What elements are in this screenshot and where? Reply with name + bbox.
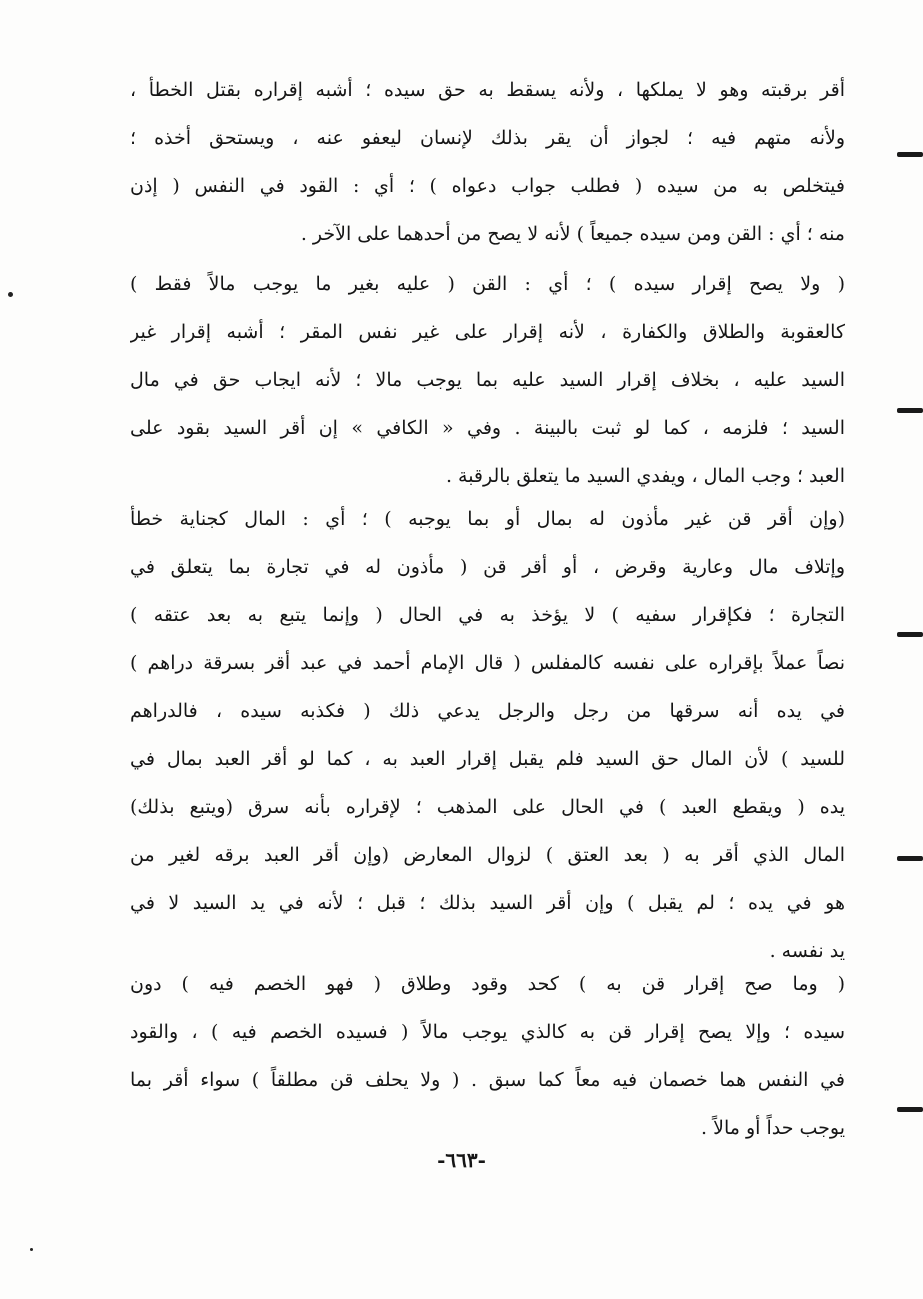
text-line: للسيد ) لأن المال حق السيد فلم يقبل إقرار العبد به ، كما لو أقر العبد بمال في: [130, 748, 845, 770]
margin-mark: [897, 632, 923, 637]
text-line: السيد عليه ، بخلاف إقرار السيد عليه بما يوجب مالا ؛ لأنه ايجاب حق في مال: [130, 369, 845, 391]
text-line: في النفس هما خصمان فيه معاً كما سبق . ( ولا يحلف قن مطلقاً ) سواء أقر بما: [130, 1069, 845, 1091]
paragraph-4: [130, 960, 845, 1152]
paragraph-2: [130, 260, 845, 500]
page-number: -٦٦٣-: [437, 1148, 486, 1172]
text-line: وإتلاف مال وعارية وقرض ، أو أقر قن ( مأذون له في تجارة بما يتعلق في: [130, 556, 845, 578]
scan-speck: [30, 1248, 33, 1251]
margin-mark: [897, 856, 923, 861]
text-line: فيتخلص به من سيده ( فطلب جواب دعواه ) ؛ أي : القود في النفس ( إذن: [130, 175, 845, 197]
margin-mark: [897, 408, 923, 413]
text-line: ولأنه متهم فيه ؛ لجواز أن يقر بذلك لإنسان ليعفو عنه ، ويستحق أخذه ؛: [130, 127, 845, 149]
text-line: ( وما صح إقرار قن به ) كحد وقود وطلاق ( فهو الخصم فيه ) دون: [130, 973, 845, 995]
text-line: نصاً عملاً بإقراره على نفسه كالمفلس ( قال الإمام أحمد في عبد أقر بسرقة دراهم ): [130, 652, 845, 674]
paragraph-3: [130, 495, 845, 975]
margin-mark: [897, 1107, 923, 1112]
text-line: في يده أنه سرقها من رجل والرجل يدعي ذلك ( فكذبه سيده ، فالدراهم: [130, 700, 845, 722]
text-line: يوجب حداً أو مالاً .: [701, 1117, 845, 1139]
text-line: أقر برقبته وهو لا يملكها ، ولأنه يسقط به حق سيده ؛ أشبه إقراره بقتل الخطأ ،: [130, 79, 845, 101]
text-line: يده ( ويقطع العبد ) في الحال على المذهب ؛ لإقراره بأنه سرق (ويتبع بذلك): [130, 796, 845, 818]
paragraph-1: [130, 66, 845, 258]
scan-speck: [8, 292, 13, 297]
text-line: التجارة ؛ فكإقرار سفيه ) لا يؤخذ به في الحال ( وإنما يتبع به بعد عتقه ): [130, 604, 845, 626]
text-line: يد نفسه .: [769, 940, 845, 962]
text-line: العبد ؛ وجب المال ، ويفدي السيد ما يتعلق بالرقبة .: [445, 465, 845, 487]
text-line: (وإن أقر قن غير مأذون له بمال أو بما يوجبه ) ؛ أي : المال كجناية خطأ: [130, 508, 845, 530]
text-line: المال الذي أقر به ( بعد العتق ) لزوال المعارض (وإن أقر العبد برقه لغير من: [130, 844, 845, 866]
text-line: هو في يده ؛ لم يقبل ) وإن أقر السيد بذلك ؛ قبل ؛ لأنه في يد السيد لا في: [130, 892, 845, 914]
text-line: السيد ؛ فلزمه ، كما لو ثبت بالبينة . وفي « الكافي » إن أقر السيد بقود على: [130, 417, 845, 439]
text-line: ( ولا يصح إقرار سيده ) ؛ أي : القن ( عليه بغير ما يوجب مالاً فقط ): [130, 273, 845, 295]
margin-mark: [897, 152, 923, 157]
text-line: منه ؛ أي : القن ومن سيده جميعاً ) لأنه لا يصح من أحدهما على الآخر .: [300, 223, 845, 245]
text-line: سيده ؛ وإلا يصح إقرار قن به كالذي يوجب مالاً ( فسيده الخصم فيه ) ، والقود: [130, 1021, 845, 1043]
text-line: كالعقوبة والطلاق والكفارة ، لأنه إقرار على غير نفس المقر ؛ أشبه إقرار غير: [130, 321, 845, 343]
